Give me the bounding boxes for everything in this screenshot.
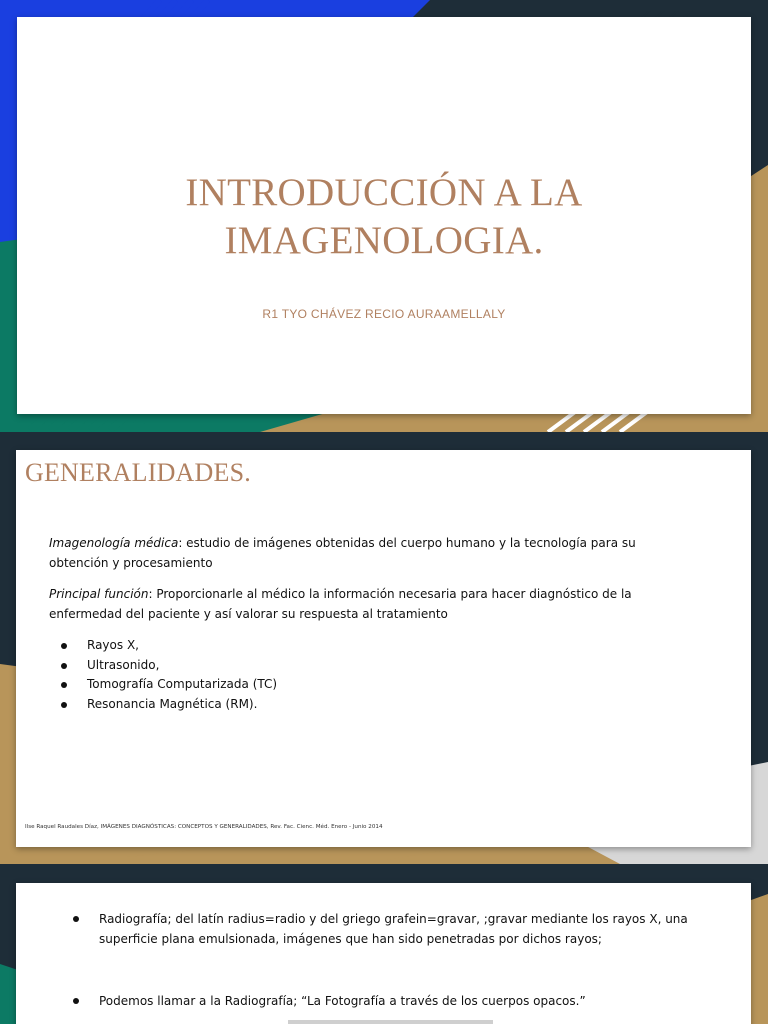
definition-term: Imagenología médica (49, 536, 179, 550)
definition-term: Principal función (49, 587, 149, 601)
slide-subtitle: R1 TYO CHÁVEZ RECIO AURAAMELLALY (262, 307, 506, 321)
bullet-icon (73, 916, 79, 922)
list-item: Tomografía Computarizada (TC) (49, 675, 277, 695)
list-item: Radiografía; del latín radius=radio y del griego grafein=gravar, ;gravar mediante los rayos X, una superficie plana emulsionada, imágenes que han sido penetradas por dichos rayos; (49, 909, 719, 949)
bullet-icon (61, 663, 67, 669)
slide-title: GENERALIDADES. (25, 458, 251, 487)
slide-1 (0, 0, 768, 432)
slide-2-card (16, 450, 751, 847)
bullet-icon (73, 998, 79, 1004)
slide-2 (0, 432, 768, 864)
slide-3-card (16, 883, 751, 1024)
definition-text: : Proporcionarle al médico la información necesaria para hacer diagnóstico de la enfermedad del paciente y así valorar su respuesta al tratamiento (49, 587, 632, 621)
title-line-1: INTRODUCCIÓN A LA (185, 171, 583, 214)
slide-title (17, 169, 751, 265)
slide-1-card (17, 17, 751, 414)
list-item: Ultrasonido, (49, 656, 277, 676)
bullet-icon (61, 682, 67, 688)
slide-3 (0, 864, 768, 1024)
list-item: Resonancia Magnética (RM). (49, 695, 277, 715)
definition-funcion (49, 584, 699, 624)
modality-list (49, 636, 277, 714)
title-line-2: IMAGENOLOGIA. (224, 219, 544, 262)
list-item: Rayos X, (49, 636, 277, 656)
bullet-icon (61, 643, 67, 649)
definition-text: : estudio de imágenes obtenidas del cuerpo humano y la tecnología para su obtención y procesamiento (49, 536, 636, 570)
definition-imagenologia (49, 533, 699, 573)
bullet-icon (61, 702, 67, 708)
list-item: Podemos llamar a la Radiografía; “La Fotografía a través de los cuerpos opacos.” (49, 991, 719, 1011)
bottom-bar (288, 1020, 493, 1024)
citation: Ilse Raquel Raudales Díaz, IMÁGENES DIAGNÓSTICAS: CONCEPTOS Y GENERALIDADES, Rev. Fac. Cienc. Méd. Enero - Junio 2014 (25, 824, 383, 830)
